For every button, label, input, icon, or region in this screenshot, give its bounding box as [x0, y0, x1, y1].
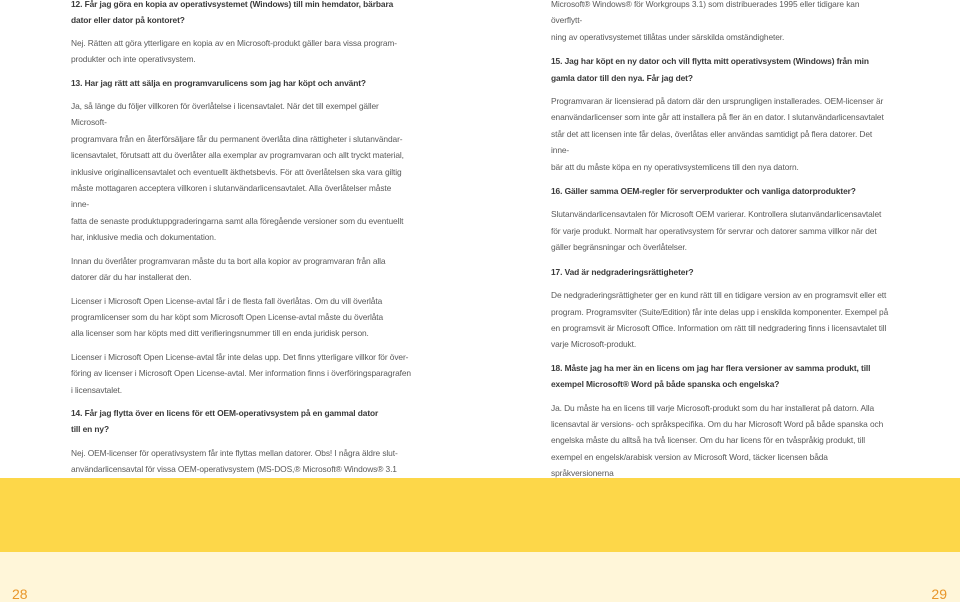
text-line: exempel Microsoft® Word på både spanska och engelska? — [551, 379, 780, 390]
text-line: licensavtalet, förutsatt att du överlåter alla exemplar av programvaran och allt tryckt material, — [71, 150, 404, 161]
page-number-right: 29 — [931, 586, 947, 602]
text-line: produkter och inte operativsystem. — [71, 54, 196, 65]
text-line: bär att du måste köpa en ny operativsystemlicens till den nya datorn. — [551, 161, 799, 172]
question-heading — [71, 405, 411, 438]
text-line: 18. Måste jag ha mer än en licens om jag har flera versioner av samma produkt, till — [551, 362, 871, 373]
text-line: har, inklusive media och dokumentation. — [71, 232, 217, 243]
question-heading — [551, 264, 891, 280]
text-line: gäller begränsningar och överlåtelser. — [551, 242, 687, 253]
text-line: Slutanvändarlicensavtalen för Microsoft OEM varierar. Kontrollera slutanvändarlicensavtalet — [551, 209, 882, 220]
answer-paragraph — [71, 35, 411, 68]
page-number-left: 28 — [12, 586, 28, 602]
question-heading — [71, 0, 411, 29]
text-line: dator eller dator på kontoret? — [71, 15, 185, 26]
answer-paragraph — [551, 93, 891, 175]
question-heading — [551, 53, 891, 86]
text-line: varje Microsoft-produkt. — [551, 339, 637, 350]
answer-paragraph — [551, 206, 891, 255]
text-line: inklusive originallicensavtalet och eventuellt äkthetsbevis. För att överlåtelsen ska vara giltig — [71, 166, 402, 177]
text-line: Licenser i Microsoft Open License-avtal får i de flesta fall överlåtas. Om du vill överlåta — [71, 295, 383, 306]
text-line: alla licenser som har köpts med ditt verifieringsnummer till en enda juridisk person. — [71, 328, 369, 339]
answer-paragraph — [71, 253, 411, 286]
text-line: De nedgraderingsrättigheter ger en kund rätt till en tidigare version av en programsvit eller ett — [551, 290, 887, 301]
answer-paragraph — [71, 349, 411, 398]
text-line: Nej. OEM-licenser för operativsystem får inte flyttas mellan datorer. Obs! I några äldre slut- — [71, 447, 398, 458]
text-line: 14. Får jag flytta över en licens för ett OEM-operativsystem på en gammal dator — [71, 407, 379, 418]
text-line: Programvaran är licensierad på datorn där den ursprungligen installerades. OEM-licenser är — [551, 96, 884, 107]
text-line: datorer där du har installerat den. — [71, 272, 192, 283]
yellow-footer-band — [0, 478, 960, 552]
text-line: 12. Får jag göra en kopia av operativsystemet (Windows) till min hemdator, bärbara — [71, 0, 394, 9]
text-line: 17. Vad är nedgraderingsrättigheter? — [551, 266, 694, 277]
text-line: exempel en engelsk/arabisk version av Microsoft Word, täcker licensen båda språkversionerna — [551, 451, 828, 479]
text-line: gamla dator till den nya. Får jag det? — [551, 72, 693, 83]
text-line: Nej. Rätten att göra ytterligare en kopia av en Microsoft-produkt gäller bara vissa program- — [71, 37, 397, 48]
text-line: måste mottagaren acceptera villkoren i slutanvändarlicensavtalet. Alla överlåtelser måste inne- — [71, 183, 392, 210]
text-line: står det att licensen inte får delas, överlåtas eller användas samtidigt på flera datorer. Det inne- — [551, 128, 873, 156]
text-line: licensavtal är versions- och språkspecifika. Om du har Microsoft Word på både spanska och — [551, 418, 884, 429]
answer-paragraph — [551, 0, 891, 45]
text-line: 13. Har jag rätt att sälja en programvarulicens som jag har köpt och använt? — [71, 77, 366, 88]
text-line: ning av operativsystemet tillåtas under särskilda omständigheter. — [551, 31, 785, 42]
answer-paragraph — [71, 98, 411, 246]
text-line: användarlicensavtal för vissa OEM-operativsystem (MS-DOS,® Microsoft® Windows® 3.1 — [71, 464, 397, 475]
text-line: program. Programsviter (Suite/Edition) får inte delas upp i enskilda komponenter. Exempel på — [551, 306, 889, 317]
text-line: föring av licenser i Microsoft Open License-avtal. Mer information finns i överföringsparagrafen — [71, 368, 411, 379]
pale-footer-band — [0, 552, 960, 602]
right-page-column — [551, 0, 891, 505]
text-line: till en ny? — [71, 424, 109, 435]
question-heading — [551, 360, 891, 393]
text-line: en programsvit är Microsoft Office. Information om rätt till nedgradering finns i licensavtalet till — [551, 322, 887, 333]
text-line: Licenser i Microsoft Open License-avtal får inte delas upp. Det finns ytterligare villkor för över- — [71, 351, 409, 362]
left-page-column — [71, 0, 411, 501]
answer-paragraph — [551, 287, 891, 353]
text-line: Microsoft® Windows® för Workgroups 3.1) som distribuerades 1995 eller tidigare kan överflytt- — [551, 0, 860, 26]
text-line: engelska måste du alltså ha två licenser. Om du har licens för en tvåspråkig produkt, till — [551, 435, 866, 446]
text-line: 15. Jag har köpt en ny dator och vill flytta mitt operativsystem (Windows) från min — [551, 56, 869, 67]
text-line: enanvändarlicenser som inte går att installera på fler än en dator. I slutanvändarlicensavtalet — [551, 112, 884, 123]
text-line: programlicenser som du har köpt som Microsoft Open License-avtal måste du överlåta — [71, 311, 384, 322]
question-heading — [71, 75, 411, 91]
text-line: Innan du överlåter programvaran måste du ta bort alla kopior av programvaran från alla — [71, 255, 386, 266]
answer-paragraph — [71, 293, 411, 342]
question-heading — [551, 183, 891, 199]
text-line: Ja, så länge du följer villkoren för överlåtelse i licensavtalet. När det till exempel gäller Microsoft- — [71, 101, 379, 128]
text-line: i licensavtalet. — [71, 384, 123, 395]
text-line: 16. Gäller samma OEM-regler för serverprodukter och vanliga datorprodukter? — [551, 186, 856, 197]
text-line: för varje produkt. Normalt har operativsystem för servrar och datorer samma villkor när det — [551, 225, 877, 236]
text-line: Ja. Du måste ha en licens till varje Microsoft-produkt som du har installerat på datorn. Alla — [551, 402, 875, 413]
text-line: programvara från en återförsäljare får du permanent överlåta dina rättigheter i slutanvändar- — [71, 133, 403, 144]
text-line: fatta de senaste produktuppgraderingarna samt alla föregående versioner som du eventuellt — [71, 215, 404, 226]
